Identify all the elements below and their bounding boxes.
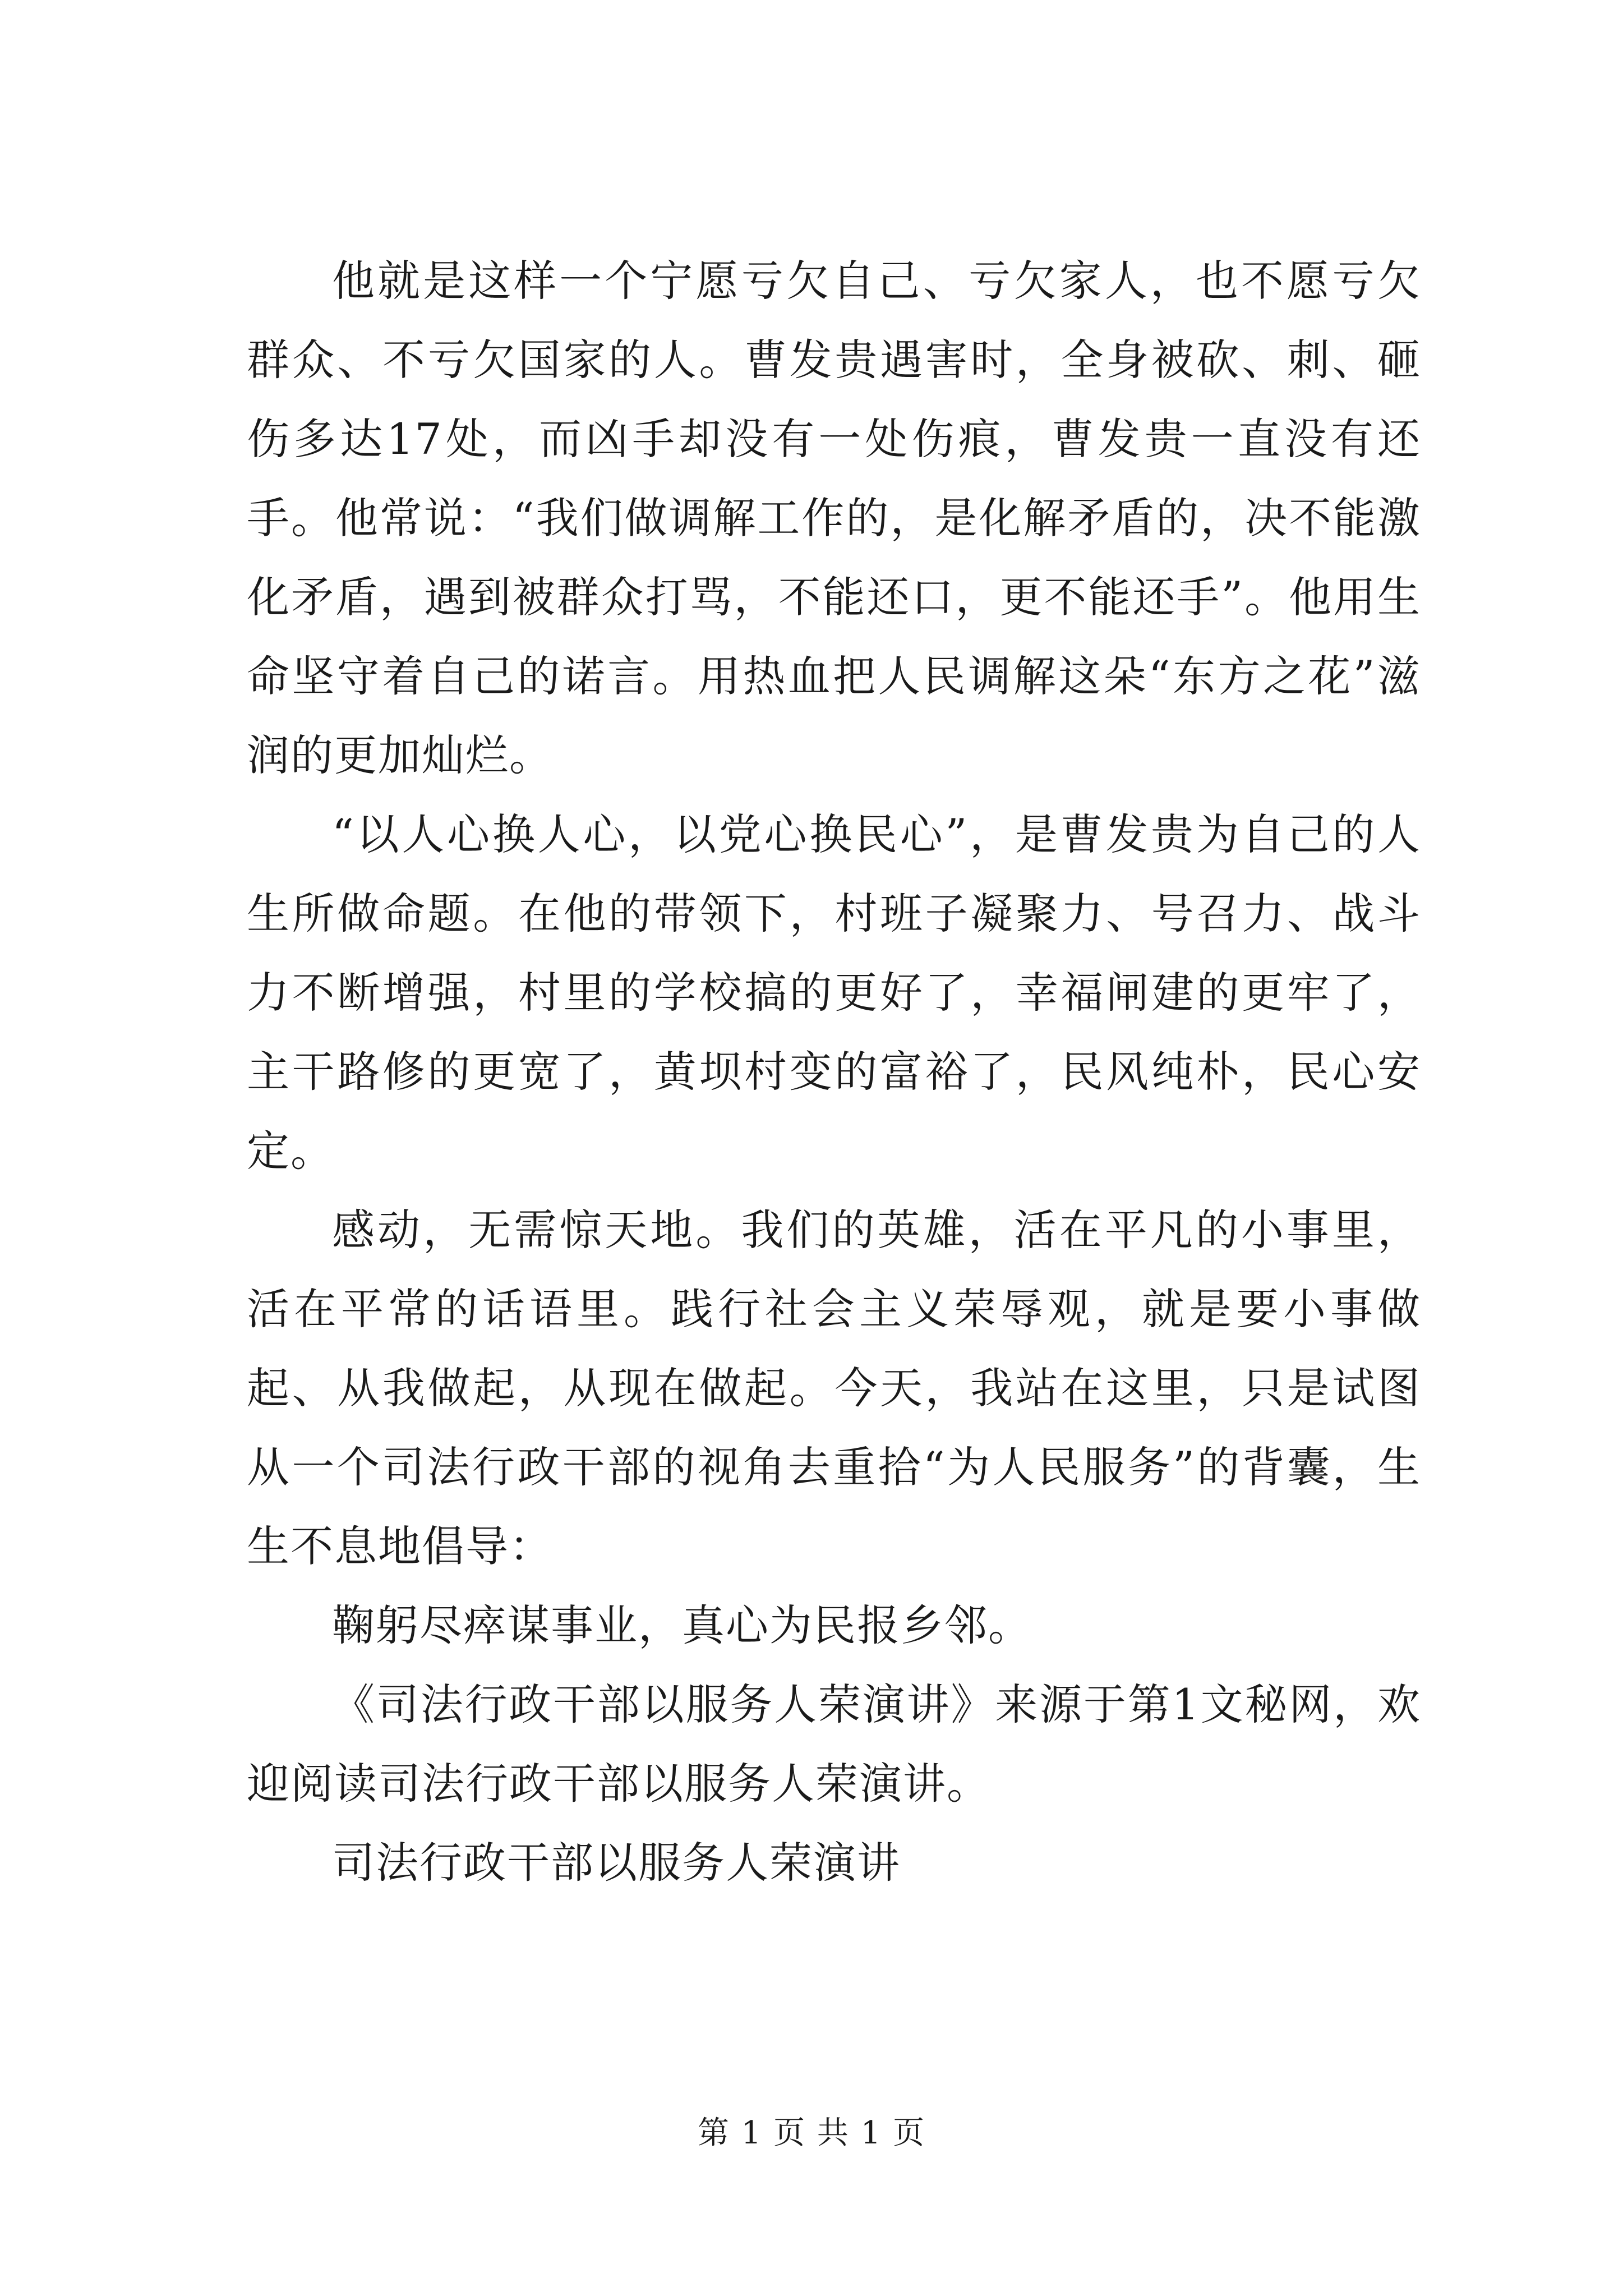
paragraph-source-note: 《司法行政干部以服务人荣演讲》来源于第1文秘网，欢迎阅读司法行政干部以服务人荣演讲。 <box>247 1680 1421 1809</box>
paragraph-closing-title: 司法行政干部以服务人荣演讲 <box>332 1838 901 1888</box>
paragraph-cao-fagui-sacrifice: 他就是这样一个宁愿亏欠自己、亏欠家人，也不愿亏欠群众、不亏欠国家的人。曹发贵遇害时，全身被砍、刺、砸伤多达17处，而凶手却没有一处伤痕，曹发贵一直没有还手。他常说：“我们做调解工作的，是化解矛盾的，决不能激化矛盾，遇到被群众打骂，不能还口，更不能还手”。他用生命坚守着自己的诺言。用热血把人民调解这朵“东方之花”滋润的更加灿烂。 <box>247 256 1421 780</box>
page-footer: 第 1 页 共 1 页 <box>697 2115 926 2151</box>
document-body <box>247 241 1421 1902</box>
paragraph-heart-for-heart: “以人心换人心，以党心换民心”，是曹发贵为自己的人生所做命题。在他的带领下，村班子凝聚力、号召力、战斗力不断增强，村里的学校搞的更好了，幸福闸建的更牢了，主干路修的更宽了，黄坝村变的富裕了，民风纯朴，民心安定。 <box>247 809 1421 1176</box>
paragraph-couplet: 鞠躬尽瘁谋事业，真心为民报乡邻。 <box>332 1600 1032 1650</box>
paragraph-moved: 感动，无需惊天地。我们的英雄，活在平凡的小事里，活在平常的话语里。践行社会主义荣辱观，就是要小事做起、从我做起，从现在做起。今天，我站在这里，只是试图从一个司法行政干部的视角去重拾“为人民服务”的背囊，生生不息地倡导： <box>247 1205 1421 1571</box>
